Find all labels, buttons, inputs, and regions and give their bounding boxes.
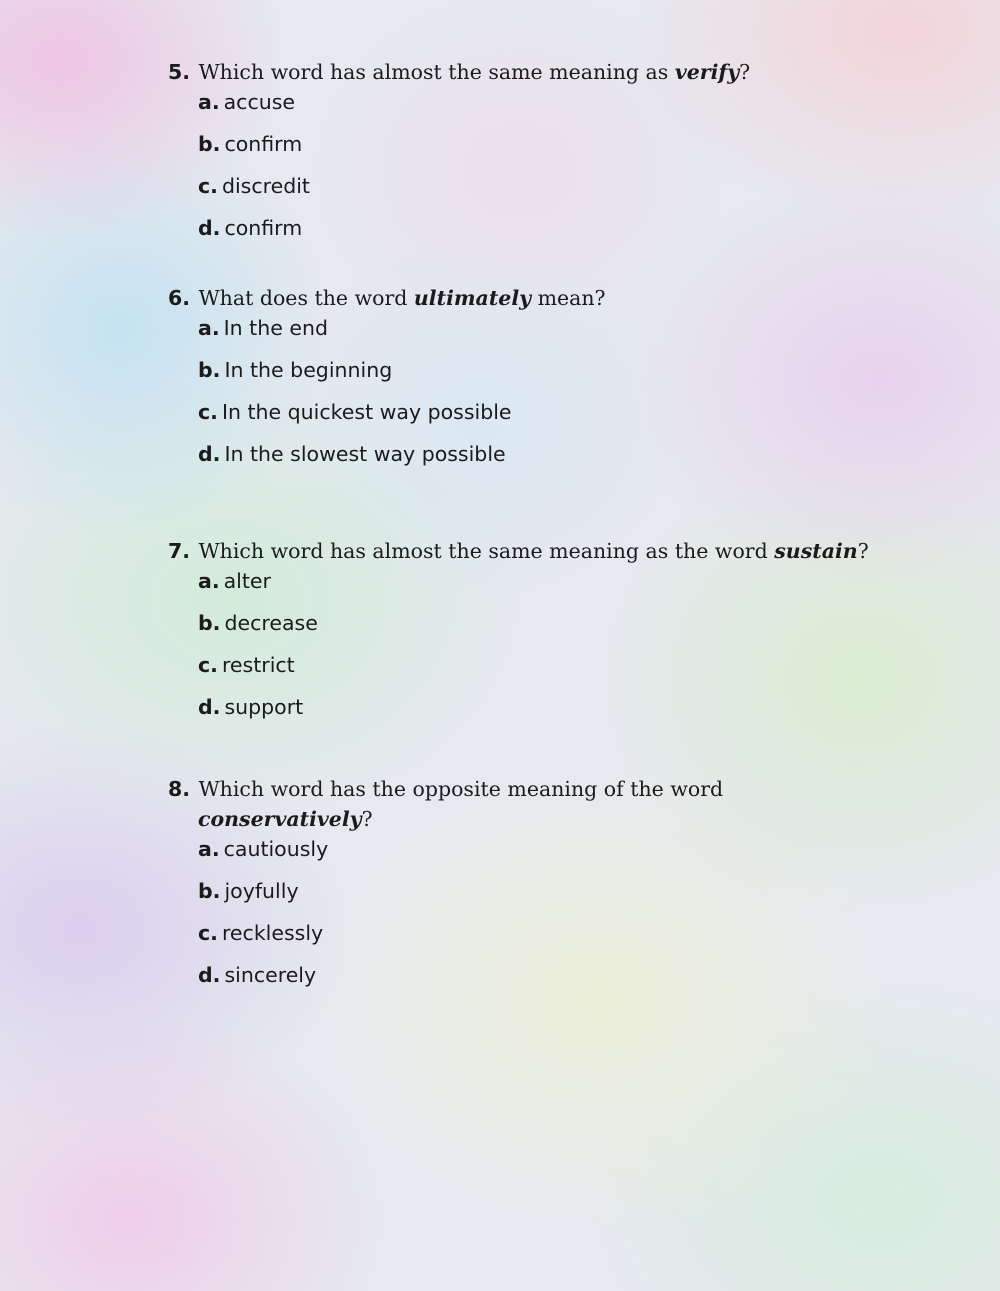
- prompt-text: Which word has almost the same meaning as: [198, 60, 675, 84]
- option-letter: b.: [198, 358, 221, 382]
- option-b[interactable]: [198, 129, 958, 159]
- option-list: [168, 834, 958, 990]
- question-8: [168, 774, 958, 1002]
- option-letter: c.: [198, 921, 218, 945]
- prompt-end: ?: [739, 60, 751, 84]
- option-letter: a.: [198, 316, 220, 340]
- option-text: In the slowest way possible: [224, 442, 506, 466]
- question-7: [168, 536, 958, 734]
- option-text: In the quickest way possible: [221, 400, 512, 424]
- option-c[interactable]: [198, 650, 958, 680]
- option-text: discredit: [221, 174, 310, 198]
- option-letter: a.: [198, 90, 220, 114]
- option-d[interactable]: [198, 213, 958, 243]
- keyword: conservatively: [198, 807, 362, 831]
- option-letter: b.: [198, 611, 221, 635]
- option-text: confirm: [224, 216, 303, 240]
- option-list: [168, 566, 958, 722]
- option-text: sincerely: [224, 963, 317, 987]
- option-text: support: [224, 695, 304, 719]
- option-a[interactable]: [198, 87, 958, 117]
- prompt-end: mean?: [531, 286, 606, 310]
- option-b[interactable]: [198, 355, 958, 385]
- question-number: 7.: [168, 539, 191, 563]
- option-letter: d.: [198, 442, 221, 466]
- option-letter: a.: [198, 569, 220, 593]
- option-letter: c.: [198, 174, 218, 198]
- option-letter: d.: [198, 963, 221, 987]
- option-text: In the beginning: [224, 358, 393, 382]
- option-text: cautiously: [223, 837, 329, 861]
- option-text: decrease: [224, 611, 318, 635]
- prompt-text: What does the word: [198, 286, 414, 310]
- option-c[interactable]: [198, 918, 958, 948]
- option-letter: a.: [198, 837, 220, 861]
- prompt-continuation: [168, 804, 958, 834]
- question-number: 5.: [168, 60, 191, 84]
- option-a[interactable]: [198, 566, 958, 596]
- option-d[interactable]: [198, 439, 958, 469]
- option-d[interactable]: [198, 960, 958, 990]
- option-d[interactable]: [198, 692, 958, 722]
- option-b[interactable]: [198, 608, 958, 638]
- option-text: accuse: [223, 90, 296, 114]
- option-letter: c.: [198, 653, 218, 677]
- keyword: ultimately: [413, 286, 532, 310]
- option-text: recklessly: [221, 921, 324, 945]
- question-prompt: [168, 536, 958, 566]
- question-6: [168, 283, 958, 481]
- question-number: 8.: [168, 777, 191, 801]
- option-c[interactable]: [198, 397, 958, 427]
- option-text: confirm: [224, 132, 303, 156]
- option-list: [168, 87, 958, 243]
- prompt-text: Which word has almost the same meaning as the word: [198, 539, 775, 563]
- keyword: sustain: [774, 539, 858, 563]
- question-prompt: [168, 283, 958, 313]
- question-prompt: [168, 774, 958, 834]
- option-letter: b.: [198, 879, 221, 903]
- option-c[interactable]: [198, 171, 958, 201]
- option-letter: d.: [198, 695, 221, 719]
- question-prompt: [168, 57, 958, 87]
- keyword: verify: [674, 60, 740, 84]
- option-letter: d.: [198, 216, 221, 240]
- prompt-end: ?: [361, 807, 373, 831]
- prompt-text: Which word has the opposite meaning of the word: [198, 777, 724, 801]
- option-b[interactable]: [198, 876, 958, 906]
- option-text: restrict: [221, 653, 295, 677]
- option-letter: c.: [198, 400, 218, 424]
- option-a[interactable]: [198, 313, 958, 343]
- question-5: [168, 57, 958, 255]
- option-letter: b.: [198, 132, 221, 156]
- prompt-end: ?: [857, 539, 869, 563]
- option-text: In the end: [223, 316, 328, 340]
- option-text: joyfully: [224, 879, 299, 903]
- question-number: 6.: [168, 286, 191, 310]
- option-list: [168, 313, 958, 469]
- option-a[interactable]: [198, 834, 958, 864]
- option-text: alter: [223, 569, 271, 593]
